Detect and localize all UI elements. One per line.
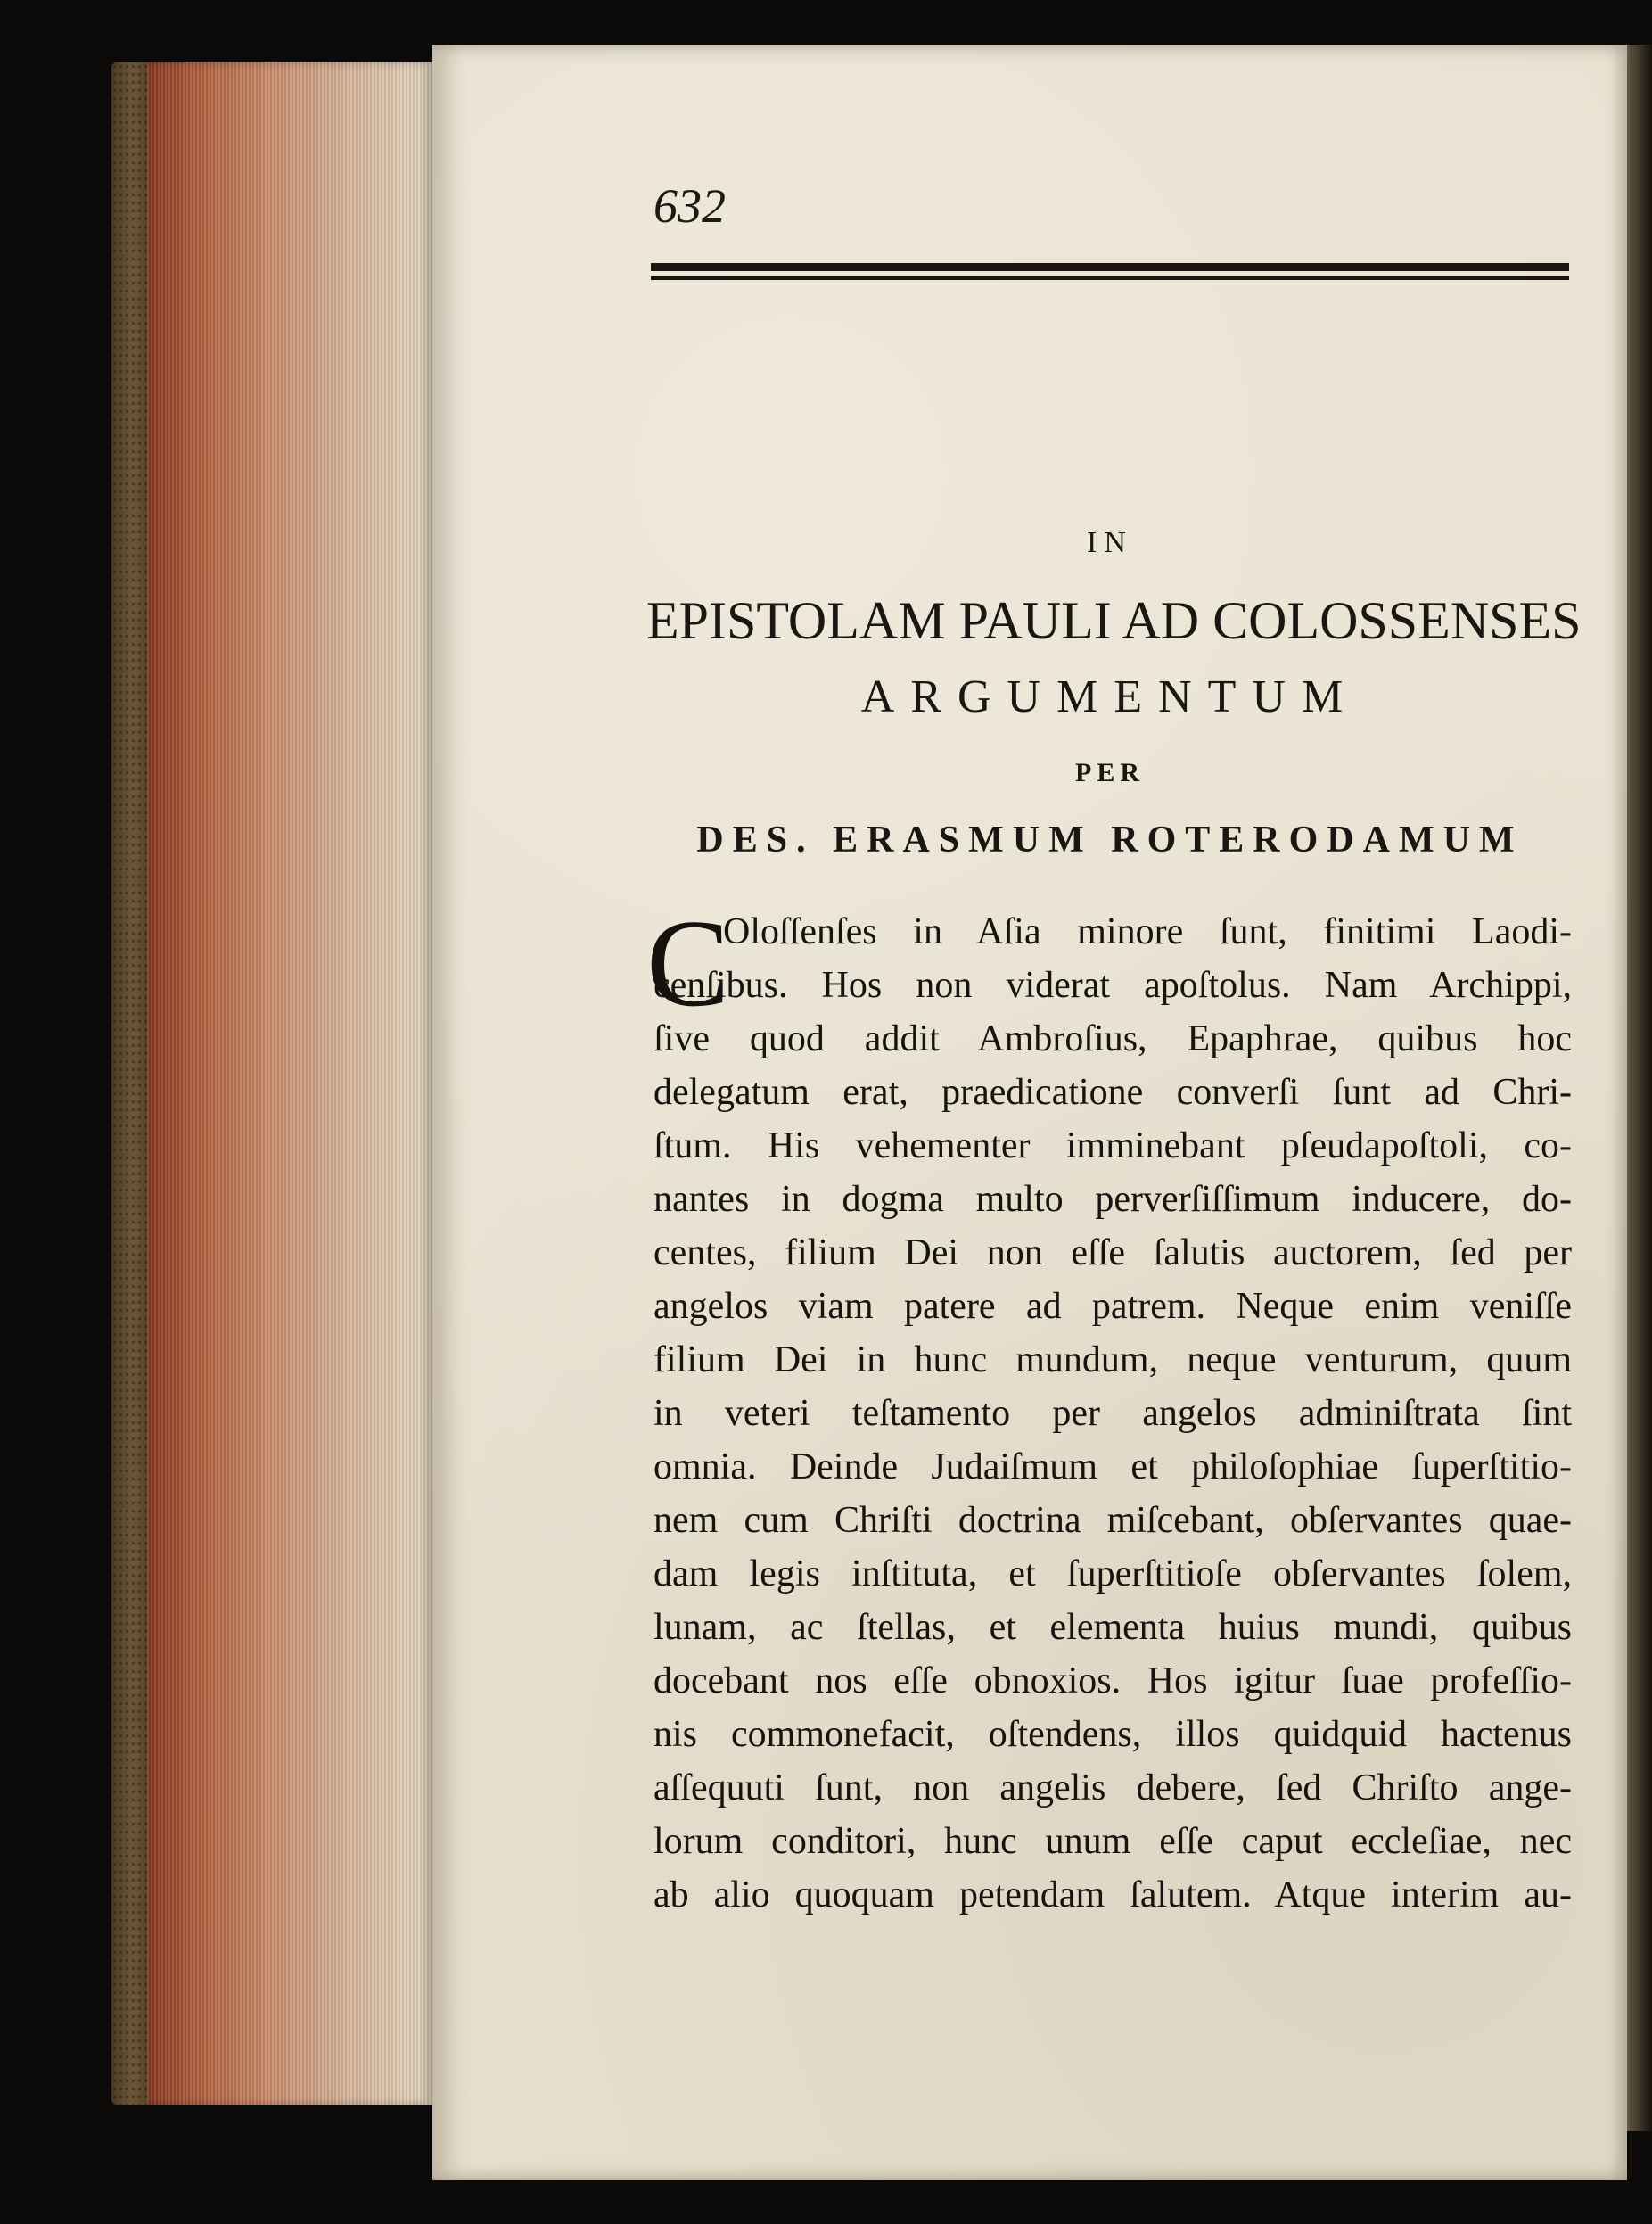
text-line: nis commonefacit, oſtendens, illos quidquid hactenus [653, 1714, 1572, 1755]
header-rule-thin [651, 276, 1569, 280]
heading-per: PER [1075, 758, 1145, 787]
text-line: lunam, ac ſtellas, et elementa huius mundi, quibus [653, 1607, 1572, 1648]
text-line: aſſequuti ſunt, non angelis debere, ſed Chriſto ange- [653, 1767, 1572, 1808]
text-line: delegatum erat, praedicatione converſi ſunt ad Chri- [653, 1072, 1572, 1113]
text-line: nantes in dogma multo perverſiſſimum inducere, do- [653, 1179, 1572, 1220]
text-line: omnia. Deinde Judaiſmum et philoſophiae ſuperſtitio- [653, 1446, 1572, 1487]
drop-cap: C [646, 894, 730, 1033]
text-line: cenſibus. Hos non viderat apoſtolus. Nam Archippi, [653, 965, 1572, 1006]
heading-title: EPISTOLAM PAULI AD COLOSSENSES [646, 591, 1582, 650]
text-line: ab alio quoquam petendam ſalutem. Atque interim au- [653, 1874, 1572, 1915]
heading-argumentum: ARGUMENTUM [860, 671, 1360, 722]
heading-author: DES. ERASMUM ROTERODAMUM [696, 820, 1524, 861]
text-line: ſive quod addit Ambroſius, Epaphrae, quibus hoc [653, 1018, 1572, 1059]
text-line: nem cum Chriſti doctrina miſcebant, obſervantes quae- [653, 1500, 1572, 1541]
text-line: in veteri teſtamento per angelos adminiſtrata ſint [653, 1393, 1572, 1434]
text-line: docebant nos eſſe obnoxios. Hos igitur ſuae profeſſio- [653, 1660, 1572, 1701]
text-line: ſtum. His vehementer imminebant pſeudapoſtoli, co- [653, 1125, 1572, 1166]
text-line: angelos viam patere ad patrem. Neque enim veniſſe [653, 1286, 1572, 1327]
body-text [646, 894, 1572, 1922]
page-block-edges [147, 62, 432, 2105]
heading-in: IN [1087, 526, 1133, 559]
page-number: 632 [653, 179, 726, 233]
text-line: Oloſſenſes in Aſia minore ſunt, finitimi Laodi- [723, 911, 1572, 952]
text-line: dam legis inſtituta, et ſuperſtitioſe obſervantes ſolem, [653, 1553, 1572, 1594]
text-line: filium Dei in hunc mundum, neque venturum, quum [653, 1339, 1572, 1380]
text-line: lorum conditori, hunc unum eſſe caput eccleſiae, nec [653, 1821, 1572, 1862]
book-page [432, 45, 1627, 2180]
header-rule [651, 263, 1569, 271]
text-line: centes, filium Dei non eſſe ſalutis auctorem, ſed per [653, 1232, 1572, 1273]
